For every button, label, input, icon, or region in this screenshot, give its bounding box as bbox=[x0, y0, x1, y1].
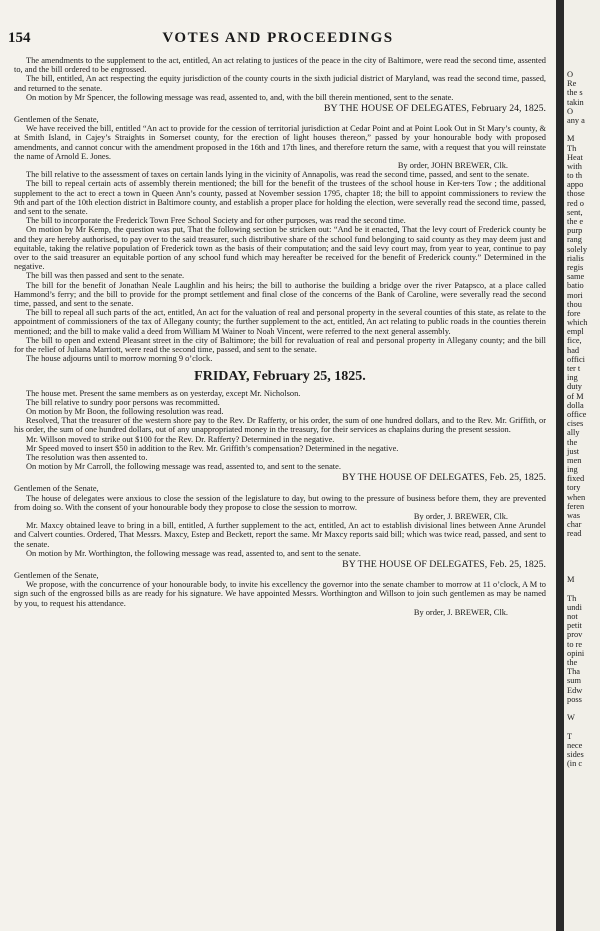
adjacent-page-fragment bbox=[567, 539, 587, 548]
adjacent-page-fragment: which bbox=[567, 318, 588, 328]
adjacent-page-fragment: offici bbox=[567, 354, 585, 364]
adjacent-page-fragment: sum bbox=[567, 676, 581, 686]
adjacent-page-fragment: Tha bbox=[567, 667, 581, 677]
paragraph: Resolved, That the treasurer of the western shore pay to the Rev. Dr Rafferty, or his order, the sum of one hundred dollars, and to the Rev. Mr. Griffith, or his order, the sum of one hundred dollars, out of any unappropriated money in the treasury, for their services as chaplains during the present session. bbox=[14, 416, 546, 435]
adjacent-page-fragment: T bbox=[567, 731, 573, 741]
adjacent-page-fragment: sent, bbox=[567, 207, 583, 217]
adjacent-page-fragment: fore bbox=[567, 308, 581, 318]
adjacent-page-fragment: of M bbox=[567, 391, 584, 401]
adjacent-page-fragment: read bbox=[567, 529, 582, 539]
paragraph: The bill for the benefit of Jonathan Neale Laughlin and his heirs; the bill to authorise the building a bridge over the river Patapsco, at a place called Hammond’s ferry; and the bill to provide for the prompt settlement and final close of the concerns of the Bank of Caroline, were severally read the second time, passed, and sent to the senate. bbox=[14, 280, 546, 309]
adjacent-page-fragment: when bbox=[567, 492, 586, 502]
paragraph: Mr Speed moved to insert $50 in addition to the Rev. Mr. Griffith’s compensation? Determined in the negative. bbox=[26, 443, 399, 453]
paragraph: The bill to repeal all such parts of the act, entitled, An act for the valuation of real and personal property in the several counties of this state, as relate to the appointment of commissioners of the tax of Allegany county; the further supplement to the act, entitled, An act relating to public roads in the counties therein mentioned; and the bill to make valid a deed from William M Wainer to Noah Vincent, were referred to the next general assembly. bbox=[14, 308, 546, 336]
adjacent-page-fragment: rialis bbox=[567, 253, 584, 263]
adjacent-page-fragment: ing bbox=[567, 373, 578, 383]
adjacent-page-fragment: takin bbox=[567, 97, 584, 107]
adjacent-page-fragment: the bbox=[567, 437, 578, 447]
paragraph: The amendments to the supplement to the act, entitled, An act relating to justices of the peace in the city of Baltimore, were read the second time, assented to, and the bill ordered to be engrossed. bbox=[14, 56, 546, 75]
adjacent-page-text bbox=[567, 70, 587, 768]
adjacent-page-fragment: opini bbox=[567, 648, 585, 658]
paragraph: We have received the bill, entitled “An act to provide for the cession of territorial jurisdiction at Cedar Point and at Point Look Out in St Mary’s county, & at Smith Island, in Cajey’s Straights in Somerset county, for the erection of light houses thereon,” passed by your honourable body with proposed amendments, and cannot concur with the amendment proposed in the 16th and 17th lines, and therefore return the same, with a request that you will reinstate the name of Arnold E. Jones. bbox=[14, 124, 546, 161]
adjacent-page-fragment: any a bbox=[567, 115, 585, 125]
adjacent-page-fragment: ally bbox=[567, 428, 580, 438]
book-gutter bbox=[556, 0, 564, 931]
adjacent-page-fragment: the s bbox=[567, 88, 583, 98]
adjacent-page-fragment: Th bbox=[567, 593, 577, 603]
adjacent-page-fragment: to re bbox=[567, 639, 583, 649]
salutation: Gentlemen of the Senate, bbox=[14, 115, 99, 125]
paragraph: Mr. Willson moved to strike out $100 for the Rev. Dr. Rafferty? Determined in the negative. bbox=[26, 434, 335, 444]
adjacent-page-fragment: batio bbox=[567, 281, 584, 291]
adjacent-page-fragment bbox=[567, 125, 587, 134]
adjacent-page-fragment: fice, bbox=[567, 336, 582, 346]
adjacent-page-fragment: ing bbox=[567, 465, 578, 475]
adjacent-page-fragment: appo bbox=[567, 180, 584, 190]
paragraph: The bill to repeal certain acts of assembly therein mentioned; the bill for the benefit of the trustees of the school house in Ker-ters Tow ; the additional supplement to the act to erect a town in Queen Ann’s county, passed at November session 1795, chapter 18; the bill to appoint commissioners to review the 9th and part of the 10th election district in Baltimore county, and establish a proper place for holding the election, were severally read the second time, passed, and sent to the senate. bbox=[14, 179, 546, 217]
paragraph: The bill, entitled, An act respecting the equity jurisdiction of the county courts in the sixth judicial district of Maryland, was read the second time, passed, and returned to the senate. bbox=[14, 74, 546, 93]
adjacent-page-fragment: prov bbox=[567, 630, 583, 640]
adjacent-page-fragment: regis bbox=[567, 262, 584, 272]
adjacent-page-fragment: had bbox=[567, 345, 580, 355]
page-header bbox=[8, 30, 548, 52]
adjacent-page-fragment: with bbox=[567, 161, 582, 171]
house-of-delegates-heading: BY THE HOUSE OF DELEGATES, Feb. 25, 1825. bbox=[342, 558, 546, 570]
adjacent-page-fragment: O bbox=[567, 70, 574, 79]
adjacent-page-fragment: char bbox=[567, 520, 582, 530]
adjacent-page-fragment: W bbox=[567, 713, 575, 723]
page-number: 154 bbox=[8, 30, 31, 46]
salutation: Gentlemen of the Senate, bbox=[14, 570, 99, 580]
signature-line: By order, JOHN BREWER, Clk. bbox=[397, 161, 508, 171]
adjacent-page-fragment: the bbox=[567, 658, 578, 667]
adjacent-page-fragment: Heat bbox=[567, 152, 583, 162]
adjournment-line: The house adjourns until to morrow morning 9 o’clock. bbox=[26, 354, 213, 364]
paragraph: Mr. Maxcy obtained leave to bring in a bill, entitled, A further supplement to the act, entitled, An act to establish divisional lines between Anne Arundel and Calvert counties. Ordered, That Messrs. Maxcy, Estep and Beckett, report the same. Mr Maxcy reports said bill; which was twice read, passed, and sent to the senate. bbox=[14, 521, 546, 549]
adjacent-page-fragment: ter t bbox=[567, 364, 581, 373]
day-heading: FRIDAY, February 25, 1825. bbox=[194, 368, 366, 384]
adjacent-page-fragment: thou bbox=[567, 299, 582, 309]
paragraph: On motion by Mr. Worthington, the following message was read, assented to, and sent to the senate. bbox=[26, 548, 361, 558]
adjacent-page-fragment: purp bbox=[567, 226, 583, 236]
adjacent-page-edge bbox=[564, 0, 600, 931]
adjacent-page-fragment bbox=[567, 566, 587, 575]
adjacent-page-fragment bbox=[567, 722, 587, 731]
adjacent-page-fragment: cises bbox=[567, 419, 584, 429]
adjacent-page-fragment: poss bbox=[567, 694, 582, 704]
paragraph: On motion by Mr Spencer, the following message was read, assented to, and, with the bill therein mentioned, sent to the senate. bbox=[26, 92, 454, 102]
adjacent-page-fragment: tory bbox=[567, 483, 581, 493]
paragraph: On motion by Mr Kemp, the question was put, That the following section be stricken out: “And be it enacted, That the levy court of Frederick county be and they are hereby authorised, to pay over to the said treasurer, such distributive share of the school fund belonging to said county as they may deem just and equitable, taking the relative population of Frederick town as the basis of their computation; and the said levy court may, from year to year, continue to pay over to the said treasurer an equitable portion of any school fund which may hereafter be received for the benefit of Frederick county.” Determined in the negative. bbox=[14, 225, 546, 272]
adjacent-page-fragment: O bbox=[567, 106, 574, 116]
adjacent-page-fragment: mori bbox=[567, 290, 583, 300]
adjacent-page-fragment: the e bbox=[567, 217, 584, 226]
adjacent-page-fragment: undi bbox=[567, 602, 582, 612]
paragraph: The resolution was then assented to. bbox=[26, 452, 148, 462]
adjacent-page-fragment: those bbox=[567, 189, 585, 199]
adjacent-page-fragment bbox=[567, 557, 587, 566]
signature-line: By order, J. BREWER, Clk. bbox=[413, 607, 508, 617]
adjacent-page-fragment: petit bbox=[567, 621, 582, 631]
adjacent-page-fragment: same bbox=[567, 272, 585, 282]
paragraph: The bill was then passed and sent to the senate. bbox=[26, 271, 185, 281]
adjacent-page-fragment: men bbox=[567, 455, 582, 465]
adjacent-page-fragment: M bbox=[567, 134, 575, 144]
adjacent-page-fragment bbox=[567, 585, 587, 594]
paragraph: The house of delegates were anxious to close the session of the legislature to day, but owing to the pressure of business before them, they are prevented from doing so. With the consent of your honourable body they propose to close the session to morrow. bbox=[14, 493, 546, 512]
paragraph: The house met. Present the same members as on yesterday, except Mr. Nicholson. bbox=[26, 388, 301, 398]
adjacent-page-fragment: nece bbox=[567, 740, 583, 750]
adjacent-page-fragment: rang bbox=[567, 235, 582, 245]
signature-line: By order, J. BREWER, Clk. bbox=[413, 511, 508, 521]
adjacent-page-fragment: duty bbox=[567, 382, 582, 392]
adjacent-page-fragment: was bbox=[567, 511, 581, 520]
adjacent-page-fragment: solely bbox=[567, 244, 588, 254]
adjacent-page-fragment bbox=[567, 548, 587, 557]
adjacent-page-fragment: not bbox=[567, 612, 578, 622]
adjacent-page-fragment: office bbox=[567, 409, 587, 419]
adjacent-page-fragment: Edw bbox=[567, 685, 583, 695]
paragraph: The bill relative to the assessment of taxes on certain lands lying in the vicinity of Annapolis, was read the second time, passed, and sent to the senate. bbox=[26, 170, 530, 180]
paragraph: The bill to open and extend Pleasant street in the city of Baltimore; the bill for revaluation of real and personal property in Allegany county; and the bill for the relief of Juliana Marriott, were read the second time, passed, and sent to the senate. bbox=[14, 335, 546, 355]
adjacent-page-fragment: Re bbox=[567, 79, 577, 89]
adjacent-page-fragment bbox=[567, 704, 587, 713]
adjacent-page-fragment: just bbox=[567, 446, 580, 456]
adjacent-page-fragment: Th bbox=[567, 143, 577, 153]
adjacent-page-fragment: fixed bbox=[567, 474, 585, 484]
proceedings-text bbox=[14, 56, 546, 617]
adjacent-page-fragment: sides bbox=[567, 749, 584, 759]
paragraph: On motion by Mr Boon, the following resolution was read. bbox=[26, 406, 224, 416]
paragraph: We propose, with the concurrence of your honourable body, to invite his excellency the governor into the senate chamber to morrow at 11 o’clock, A M to sign such of the engrossed bills as are ready for his signature. We have appointed Messrs. Worthington and Willson to join such gentlemen as may be named by you, to request his attendance. bbox=[14, 580, 546, 608]
paragraph: The bill relative to sundry poor persons was recommitted. bbox=[26, 397, 220, 407]
salutation: Gentlemen of the Senate, bbox=[14, 484, 99, 494]
page-title: VOTES AND PROCEEDINGS bbox=[162, 30, 394, 46]
adjacent-page-fragment: feren bbox=[567, 501, 585, 511]
house-of-delegates-heading: BY THE HOUSE OF DELEGATES, Feb. 25, 1825. bbox=[342, 472, 546, 484]
adjacent-page-fragment: to th bbox=[567, 171, 583, 181]
adjacent-page-fragment: empl bbox=[567, 327, 584, 337]
adjacent-page-fragment: M bbox=[567, 575, 575, 585]
house-of-delegates-heading: BY THE HOUSE OF DELEGATES, February 24, 1825. bbox=[323, 103, 546, 115]
paragraph: The bill to incorporate the Frederick Town Free School Society and for other purposes, was read the second time. bbox=[26, 216, 406, 226]
adjacent-page-fragment: (in c bbox=[567, 759, 583, 769]
adjacent-page-fragment: red o bbox=[567, 198, 584, 208]
adjacent-page-fragment: dolla bbox=[567, 400, 584, 410]
paragraph: On motion by Mr Carroll, the following message was read, assented to, and sent to the senate. bbox=[26, 462, 341, 472]
